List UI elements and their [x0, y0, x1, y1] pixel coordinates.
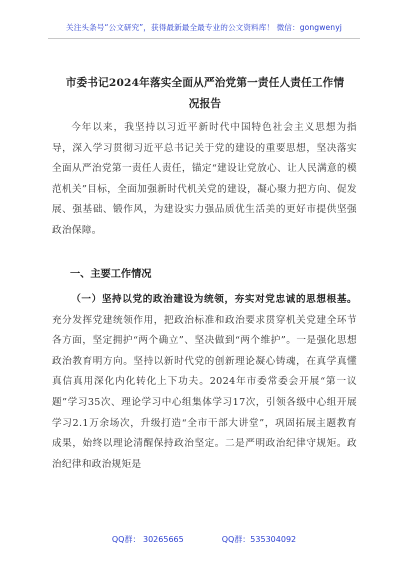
footer-qq-group-1: QQ群： 30265665	[111, 535, 184, 544]
section-heading: 一、主要工作情况	[70, 269, 152, 280]
footer-contacts	[0, 534, 408, 545]
subsection-lead: （一）坚持以党的政治建设为统领，夯实对党忠诚的思想根基。	[71, 294, 357, 305]
header-divider	[48, 38, 360, 39]
intro-paragraph: 今年以来，我坚持以习近平新时代中国特色社会主义思想为指导，深入学习贯彻习近平总书记关于党的建设的重要思想，坚决落实全面从严治党第一责任人责任，锚定“建设让党放心、让人民满意的模范机关”目标，全面加强新时代机关党的建设，凝心聚力把方向、促发展、强基础、锻作风，为建设实力强品质优生活美的更好市提供坚强政治保障。	[52, 122, 357, 236]
title-line-2: 况报告	[188, 98, 222, 110]
subsection-body: 充分发挥党建统领作用，把政治标准和政治要求贯穿机关党建全环节各方面，坚定拥护“两个确立”、坚决做到“两个维护”。一是强化思想政治教育明方向。坚持以新时代党的创新理论凝心铸魂，在真学真懂真信真用深化内化转化上下功夫。2024年市委常委会开展“第一议题”学习35次、理论学习中心组集体学习17次，引领各级中心组开展学习2.1万余场次，升级打造“全市干部大讲堂”，巩固拓展主题教育成果，始终以理论清醒保持政治坚定。二是严明政治纪律守规矩。政治纪律和政治规矩是	[52, 314, 357, 470]
document-title	[50, 73, 360, 115]
footer-qq-group-2: QQ群：535304092	[221, 535, 297, 544]
title-line-1: 市委书记2024年落实全面从严治党第一责任人责任工作情	[65, 77, 345, 89]
promo-banner: 关注头条号“公文研究”，获得最新最全最专业的公文资料库！ 微信：gongwenyj	[66, 23, 342, 32]
subsection-paragraph	[52, 290, 357, 475]
